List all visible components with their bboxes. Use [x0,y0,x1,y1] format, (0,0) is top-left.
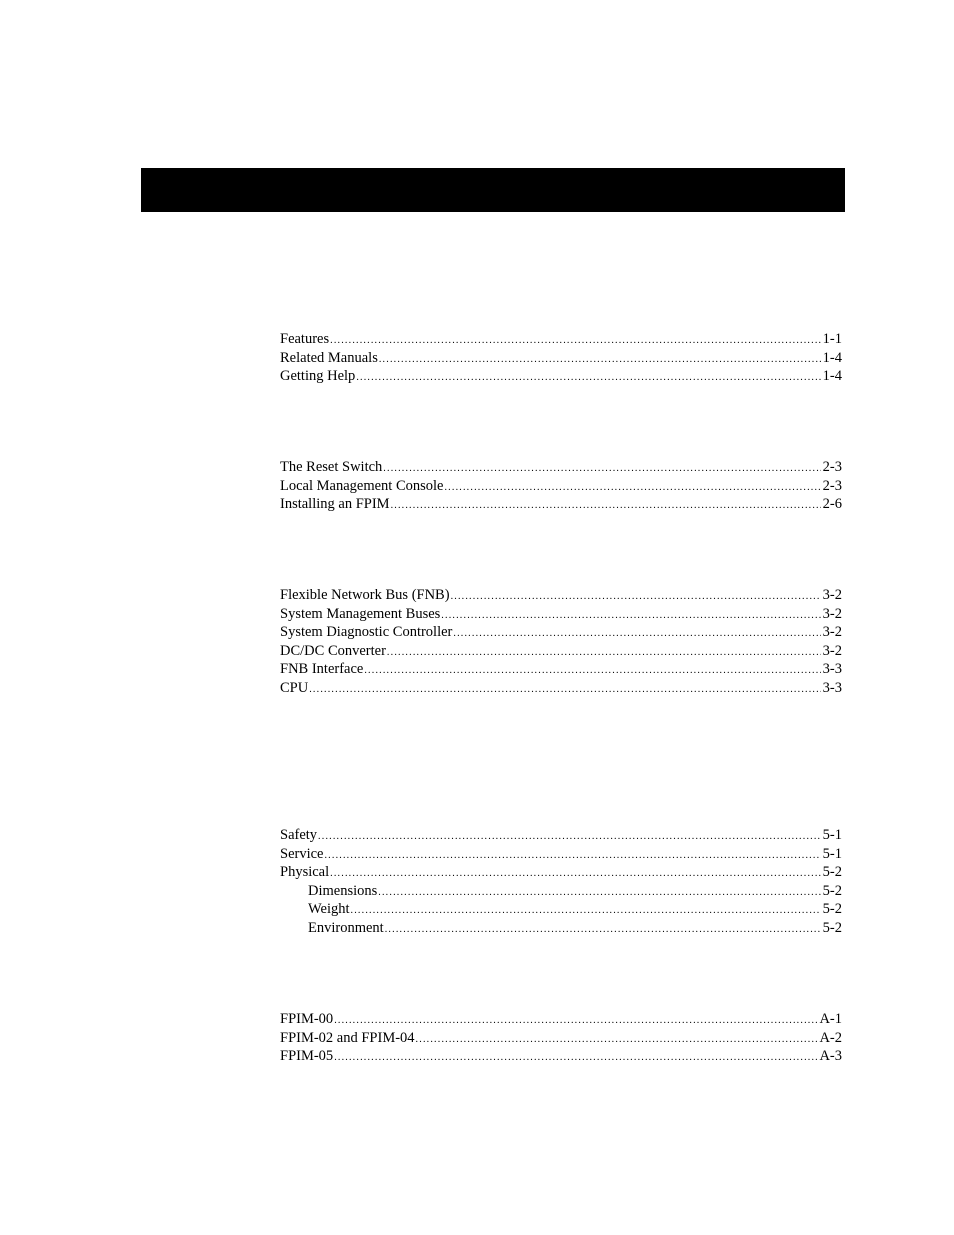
toc-section-3 [280,586,842,698]
toc-entry-label: Local Management Console [280,477,444,494]
toc-dot-leader [351,902,821,919]
toc-page-number: 2-6 [822,496,842,513]
toc-entry[interactable] [280,845,842,864]
toc-entry[interactable] [280,642,842,661]
toc-entry[interactable] [280,679,842,698]
toc-dot-leader [451,588,821,605]
toc-entry[interactable] [280,863,842,882]
toc-entry[interactable] [280,367,842,386]
toc-entry-label: Physical [280,864,330,881]
toc-dot-leader [330,865,821,882]
toc-page-number: 1-1 [822,331,842,347]
toc-page-number: 3-2 [822,642,842,659]
toc-dot-leader [441,607,820,624]
toc-subentry[interactable] [280,919,842,938]
toc-page-number: A-3 [819,1048,842,1065]
toc-entry[interactable] [280,458,842,477]
toc-entry[interactable] [280,1029,842,1048]
toc-page-number: 1-4 [822,368,842,385]
toc-entry[interactable] [280,495,842,514]
toc-entry[interactable] [280,330,842,349]
toc-entry-label: FPIM-02 and FPIM-04 [280,1029,415,1046]
toc-dot-leader [324,847,820,864]
toc-dot-leader [318,828,821,845]
toc-entry-label: CPU [280,679,309,696]
toc-dot-leader [444,479,820,496]
toc-page-number: 3-2 [822,605,842,622]
toc-page-number: 2-3 [822,459,842,475]
toc-dot-leader [453,625,820,642]
toc-section-1 [280,330,842,386]
toc-entry-label: Features [280,331,330,347]
toc-entry[interactable] [280,623,842,642]
toc-entry-label: DC/DC Converter [280,642,386,659]
toc-dot-leader [379,351,821,368]
toc-entry-label: System Management Buses [280,605,441,622]
toc-entry-label: FPIM-00 [280,1011,334,1027]
toc-entry-label: System Diagnostic Controller [280,624,453,641]
toc-page-number: 5-2 [822,919,842,936]
toc-page-number: 1-4 [822,349,842,366]
toc-entry-label: Installing an FPIM [280,496,390,513]
toc-dot-leader [378,884,820,901]
toc-entry[interactable] [280,586,842,605]
toc-dot-leader [385,921,821,938]
toc-page-number: 5-2 [822,882,842,899]
toc-entry-label: FPIM-05 [280,1048,334,1065]
toc-page-number: 2-3 [822,477,842,494]
toc-entry-label: The Reset Switch [280,459,383,475]
toc-entry-label: Getting Help [280,368,356,385]
toc-dot-leader [416,1031,818,1048]
toc-entry-label: Flexible Network Bus (FNB) [280,587,450,603]
toc-dot-leader [334,1012,817,1029]
toc-entry[interactable] [280,605,842,624]
toc-section-2 [280,458,842,514]
toc-section-appendix-a [280,1010,842,1066]
toc-entry-label: Dimensions [308,882,378,899]
toc-dot-leader [330,332,821,349]
toc-page-number: 5-2 [822,901,842,918]
toc-subentry[interactable] [280,882,842,901]
toc-entry[interactable] [280,349,842,368]
toc-page-number: 5-2 [822,864,842,881]
toc-entry-label: Service [280,845,324,862]
toc-entry-label: Safety [280,827,318,843]
toc-entry-label: Weight [308,901,350,918]
toc-dot-leader [334,1049,817,1066]
toc-entry[interactable] [280,477,842,496]
toc-page-number: A-1 [819,1011,842,1027]
toc-dot-leader [391,497,821,514]
toc-dot-leader [383,460,820,477]
toc-page-number: 3-3 [822,679,842,696]
toc-dot-leader [387,644,821,661]
toc-dot-leader [309,681,820,698]
toc-page-number: 5-1 [822,827,842,843]
toc-entry[interactable] [280,1010,842,1029]
toc-section-5 [280,826,842,938]
toc-page-number: 5-1 [822,845,842,862]
toc-entry[interactable] [280,660,842,679]
toc-page-number: A-2 [819,1029,842,1046]
toc-dot-leader [364,662,820,679]
toc-page-number: 3-2 [822,624,842,641]
toc-entry[interactable] [280,1047,842,1066]
toc-page-number: 3-2 [822,587,842,603]
toc-entry-label: Related Manuals [280,349,378,366]
toc-page-number: 3-3 [822,661,842,678]
toc-dot-leader [356,369,820,386]
toc-entry[interactable] [280,826,842,845]
toc-entry-label: Environment [308,919,384,936]
toc-entry-label: FNB Interface [280,661,364,678]
toc-subentry[interactable] [280,900,842,919]
contents-title-bar [141,168,845,212]
